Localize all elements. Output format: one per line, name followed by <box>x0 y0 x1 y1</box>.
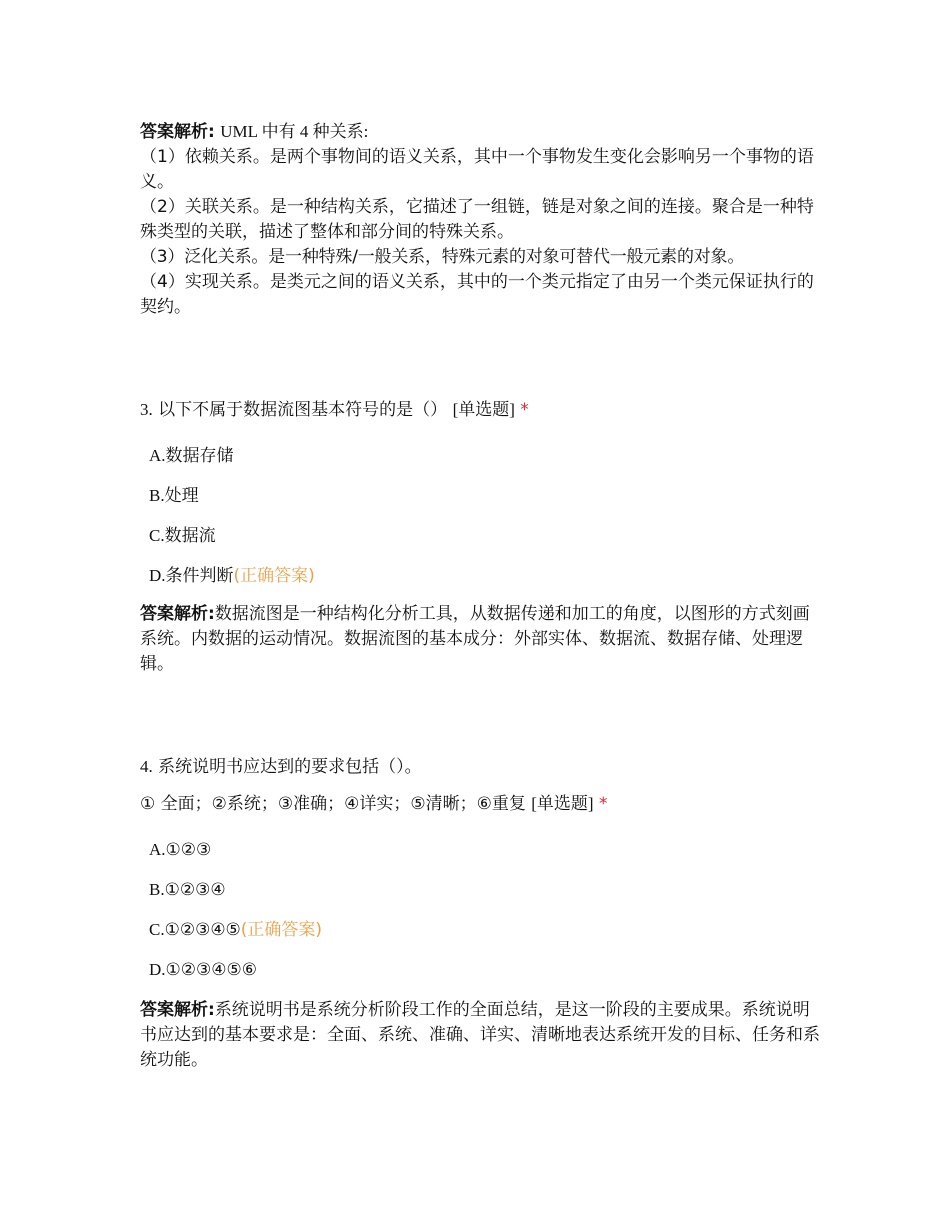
q4-number: 4. <box>140 757 153 776</box>
q3-option-b[interactable] <box>149 484 199 508</box>
q3-option-d[interactable] <box>149 564 315 588</box>
analysis-label: 答案解析: <box>140 604 215 624</box>
option-letter: B. <box>149 486 165 505</box>
q2-analysis-item-2: （2）关联关系。是一种结构关系，它描述了一组链，链是对象之间的连接。聚合是一种特殊类型的关联，描述了整体和部分间的特殊关系。 <box>140 197 814 242</box>
q2-analysis-item-3: （3）泛化关系。是一种特殊/一般关系，特殊元素的对象可替代一般元素的对象。 <box>140 247 745 267</box>
q2-analysis-item-4: （4）实现关系。是类元之间的语义关系，其中的一个类元指定了由另一个类元保证执行的契约。 <box>140 272 814 317</box>
q2-analysis-intro-line <box>140 119 820 145</box>
q4-title-line2 <box>140 792 820 816</box>
q3-type: [单选题] <box>452 400 515 419</box>
option-text: 处理 <box>164 486 199 506</box>
option-letter: B. <box>149 880 165 899</box>
q3-analysis <box>140 602 820 677</box>
analysis-label: 答案解析: <box>140 122 215 142</box>
option-text: 数据流 <box>164 526 216 546</box>
q4-type: [单选题] <box>531 794 594 813</box>
option-letter: C. <box>149 920 165 939</box>
option-text: 数据存储 <box>165 446 234 466</box>
q3-option-a[interactable] <box>149 444 234 468</box>
option-text: ①②③④⑤⑥ <box>165 960 257 980</box>
q4-option-b[interactable] <box>149 878 226 902</box>
option-text: ①②③ <box>165 840 212 860</box>
q4-option-d[interactable] <box>149 958 257 982</box>
q2-analysis-item-1: （1）依赖关系。是两个事物间的语义关系，其中一个事物发生变化会影响另一个事物的语义。 <box>140 147 814 192</box>
q3-option-c[interactable] <box>149 524 216 548</box>
q4-analysis-text: 系统说明书是系统分析阶段工作的全面总结，是这一阶段的主要成果。系统说明书应达到的基本要求是：全面、系统、准确、详实、清晰地表达系统开发的目标、任务和系统功能。 <box>140 1000 820 1070</box>
q4-text-line1: 系统说明书应达到的要求包括（）。 <box>158 757 422 777</box>
q4-option-a[interactable] <box>149 838 211 862</box>
q2-analysis <box>140 119 820 320</box>
option-text: ①②③④ <box>164 880 226 900</box>
correct-answer-label: (正确答案) <box>240 920 323 940</box>
q4-title-line1 <box>140 755 820 779</box>
q4-analysis <box>140 998 820 1073</box>
q2-analysis-intro: UML 中有 4 种关系: <box>220 122 369 141</box>
q3-number: 3. <box>140 400 153 419</box>
q3-title <box>140 398 820 422</box>
option-text: 条件判断 <box>165 566 234 586</box>
option-letter: A. <box>149 446 166 465</box>
q3-text: 以下不属于数据流图基本符号的是（） <box>158 400 448 420</box>
correct-answer-label: (正确答案) <box>233 566 315 586</box>
option-letter: D. <box>149 960 166 979</box>
q3-required-mark: * <box>520 400 529 420</box>
q4-option-c[interactable] <box>149 918 322 942</box>
q4-text-line2: ① 全面；②系统；③准确；④详实；⑤清晰；⑥重复 <box>140 794 526 814</box>
option-letter: C. <box>149 526 165 545</box>
q4-required-mark: * <box>599 794 608 814</box>
option-letter: A. <box>149 840 166 859</box>
option-letter: D. <box>149 566 166 585</box>
option-text: ①②③④⑤ <box>164 920 241 940</box>
analysis-label: 答案解析: <box>140 1000 215 1020</box>
q3-analysis-text: 数据流图是一种结构化分析工具，从数据传递和加工的角度，以图形的方式刻画系统。内数据的运动情况。数据流图的基本成分：外部实体、数据流、数据存储、处理逻辑。 <box>140 604 810 674</box>
